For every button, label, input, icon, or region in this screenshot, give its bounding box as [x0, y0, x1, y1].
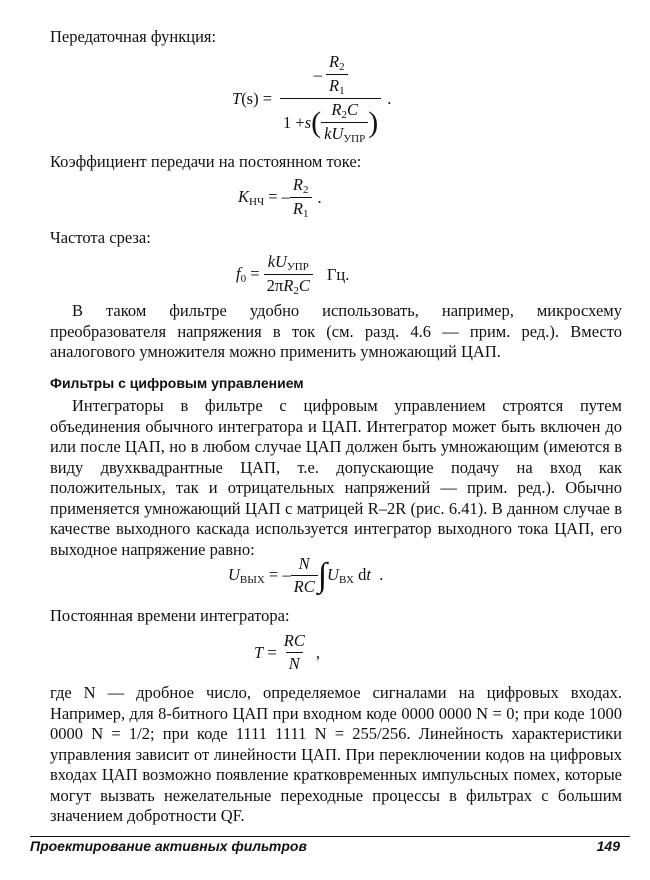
dc-gain-formula: $K_{НЧ}$ = – $\frac{R_2}{R_1}$ . [238, 175, 322, 220]
transfer-function-label: Передаточная функция: [50, 27, 217, 46]
dc-gain-label: Коэффициент передачи на постоянном токе: [50, 152, 362, 171]
time-constant-label: Постоянная времени интегратора: [50, 606, 290, 625]
paragraph-3: где N — дробное число, определяемое сигналами на цифровых входах. Например, для 8-битного ЦАП при входном коде 0000 0000 N = 0; при коде 1000 0000 N = 1/2; при коде 1111 1111 N = 255/256. Линейность характеристики управления зависит от линейности ЦАП. При переключении кодов на цифровых входах ЦАП возможно появление кратковременных импульсных помех, которые могут вызвать нежелательные переходные процессы в фильтрах с большим значением добротности QF. [50, 683, 622, 825]
cutoff-label: Частота среза: [50, 228, 151, 247]
output-voltage-formula: $U_{ВЫХ}$ = – $\frac{N}{RC}$ ∫ $U_{ВХ}$ dt . [228, 554, 384, 596]
time-constant-formula: T = $\frac{RC}{N}$ , [254, 631, 320, 673]
cutoff-formula: $f_0$ = $\frac{kU_{УПР}}{2\pi R_2C}$ Гц. [236, 252, 350, 297]
footer-divider [30, 836, 630, 837]
paragraph-1: В таком фильтре удобно использовать, например, микросхему преобразователя напряжения в ток (см. разд. 4.6 — прим. ред.). Вместо аналогового умножителя можно применить умножающий ЦАП. [50, 301, 622, 361]
transfer-function-formula: T(s) = – $\frac{R_2}{R_1}$ 1 + s ( $\frac{R_2C}{kU_{УПР}}$ ) . [232, 52, 392, 145]
footer-running-title: Проектирование активных фильтров [30, 838, 307, 854]
page-number: 149 [596, 838, 620, 854]
paragraph-2: Интеграторы в фильтре с цифровым управлением строятся путем объединения обычного интегратора и ЦАП. Интегратор может быть включен до или после ЦАП, но в любом случае ЦАП должен быть умножающим (имеются в виду двухквадрантные ЦАП, т.е. допускающие подачу на вход как положительных, так и отрицательных напряжений — прим. ред.). Обычно применяется умножающий ЦАП с матрицей R–2R (рис. 6.41). В данном случае в качестве выходного каскада используется интегратор выходного тока ЦАП, его выходное напряжение равно: [50, 396, 622, 559]
cutoff-unit: Гц. [326, 264, 350, 284]
section-heading: Фильтры с цифровым управлением [50, 375, 304, 391]
